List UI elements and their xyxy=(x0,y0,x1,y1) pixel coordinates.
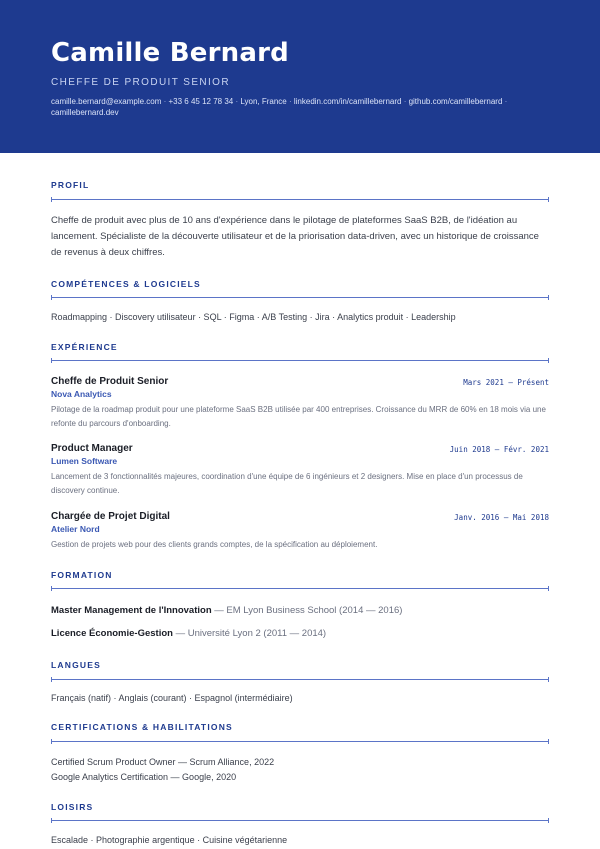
section-title-profile: PROFIL xyxy=(51,180,90,190)
candidate-name: Camille Bernard xyxy=(51,38,289,68)
degree-details: — Université Lyon 2 (2011 — 2014) xyxy=(172,628,327,639)
job-description: Pilotage de la roadmap produit pour une plateforme SaaS B2B utilisée par 400 entreprises. Croissance du MRR de 60% en 18 mois via une refonte du parcours d'onboarding. xyxy=(51,405,546,428)
section-title-languages: LANGUES xyxy=(51,660,101,670)
website-link[interactable]: camillebernard.dev xyxy=(51,108,119,117)
skills-list: Roadmapping · Discovery utilisateur · SQL · Figma · A/B Testing · Jira · Analytics produit · Leadership xyxy=(51,312,456,322)
section-title-experience: EXPÉRIENCE xyxy=(51,342,118,352)
section-title-skills: COMPÉTENCES & LOGICIELS xyxy=(51,279,201,289)
section-divider xyxy=(51,297,549,298)
hobbies-list: Escalade · Photographie argentique · Cuisine végétarienne xyxy=(51,835,288,845)
job-company: Lumen Software xyxy=(51,456,118,466)
degree-details: — EM Lyon Business School (2014 — 2016) xyxy=(211,605,403,616)
github-link[interactable]: github.com/camillebernard xyxy=(408,97,503,106)
contact-line xyxy=(51,96,551,118)
resume-header xyxy=(0,0,600,153)
education-item xyxy=(51,605,402,616)
section-divider xyxy=(51,199,549,200)
separator: · xyxy=(286,97,294,106)
section-divider xyxy=(51,741,549,742)
section-title-education: FORMATION xyxy=(51,570,113,580)
degree-name: Master Management de l'Innovation xyxy=(51,605,212,616)
linkedin-link[interactable]: linkedin.com/in/camillebernard xyxy=(293,97,402,106)
job-company: Atelier Nord xyxy=(51,524,100,534)
section-divider xyxy=(51,679,549,680)
separator: · xyxy=(233,97,241,106)
job-company: Nova Analytics xyxy=(51,389,112,399)
separator: · xyxy=(502,97,508,106)
languages-list: Français (natif) · Anglais (courant) · Espagnol (intermédiaire) xyxy=(51,693,293,703)
candidate-role: CHEFFE DE PRODUIT SENIOR xyxy=(51,77,230,88)
certification-item: Certified Scrum Product Owner — Scrum Alliance, 2022 xyxy=(51,757,275,767)
job-title: Cheffe de Produit Senior xyxy=(51,376,169,387)
certification-item: Google Analytics Certification — Google, 2020 xyxy=(51,772,237,782)
job-dates: Juin 2018 — Févr. 2021 xyxy=(449,445,549,454)
degree-name: Licence Économie-Gestion xyxy=(51,628,173,639)
job-description: Lancement de 3 fonctionnalités majeures, coordination d'une équipe de 6 ingénieurs et 2 designers. Mise en place d'un processus de discovery continue. xyxy=(51,472,523,495)
job-description: Gestion de projets web pour des clients grands comptes, de la spécification au déploiement. xyxy=(51,540,378,549)
section-divider xyxy=(51,360,549,361)
job-title: Chargée de Projet Digital xyxy=(51,511,170,522)
profile-text: Cheffe de produit avec plus de 10 ans d'expérience dans le pilotage de plateformes SaaS B2B, de l'idéation au lancement. Spécialiste de la découverte utilisateur et de la priorisation data-driven, avec un historique de croissance de revenus à deux chiffres. xyxy=(51,215,539,258)
phone-number: +33 6 45 12 78 34 xyxy=(168,97,234,106)
section-divider xyxy=(51,820,549,821)
location: Lyon, France xyxy=(240,97,287,106)
email-link[interactable]: camille.bernard@example.com xyxy=(51,97,162,106)
job-dates: Mars 2021 — Présent xyxy=(463,378,549,387)
job-dates: Janv. 2016 — Mai 2018 xyxy=(454,513,549,522)
section-title-certifications: CERTIFICATIONS & HABILITATIONS xyxy=(51,722,233,732)
separator: · xyxy=(161,97,169,106)
section-title-hobbies: LOISIRS xyxy=(51,802,94,812)
section-divider xyxy=(51,588,549,589)
separator: · xyxy=(401,97,409,106)
job-title: Product Manager xyxy=(51,443,133,454)
education-item xyxy=(51,628,326,639)
